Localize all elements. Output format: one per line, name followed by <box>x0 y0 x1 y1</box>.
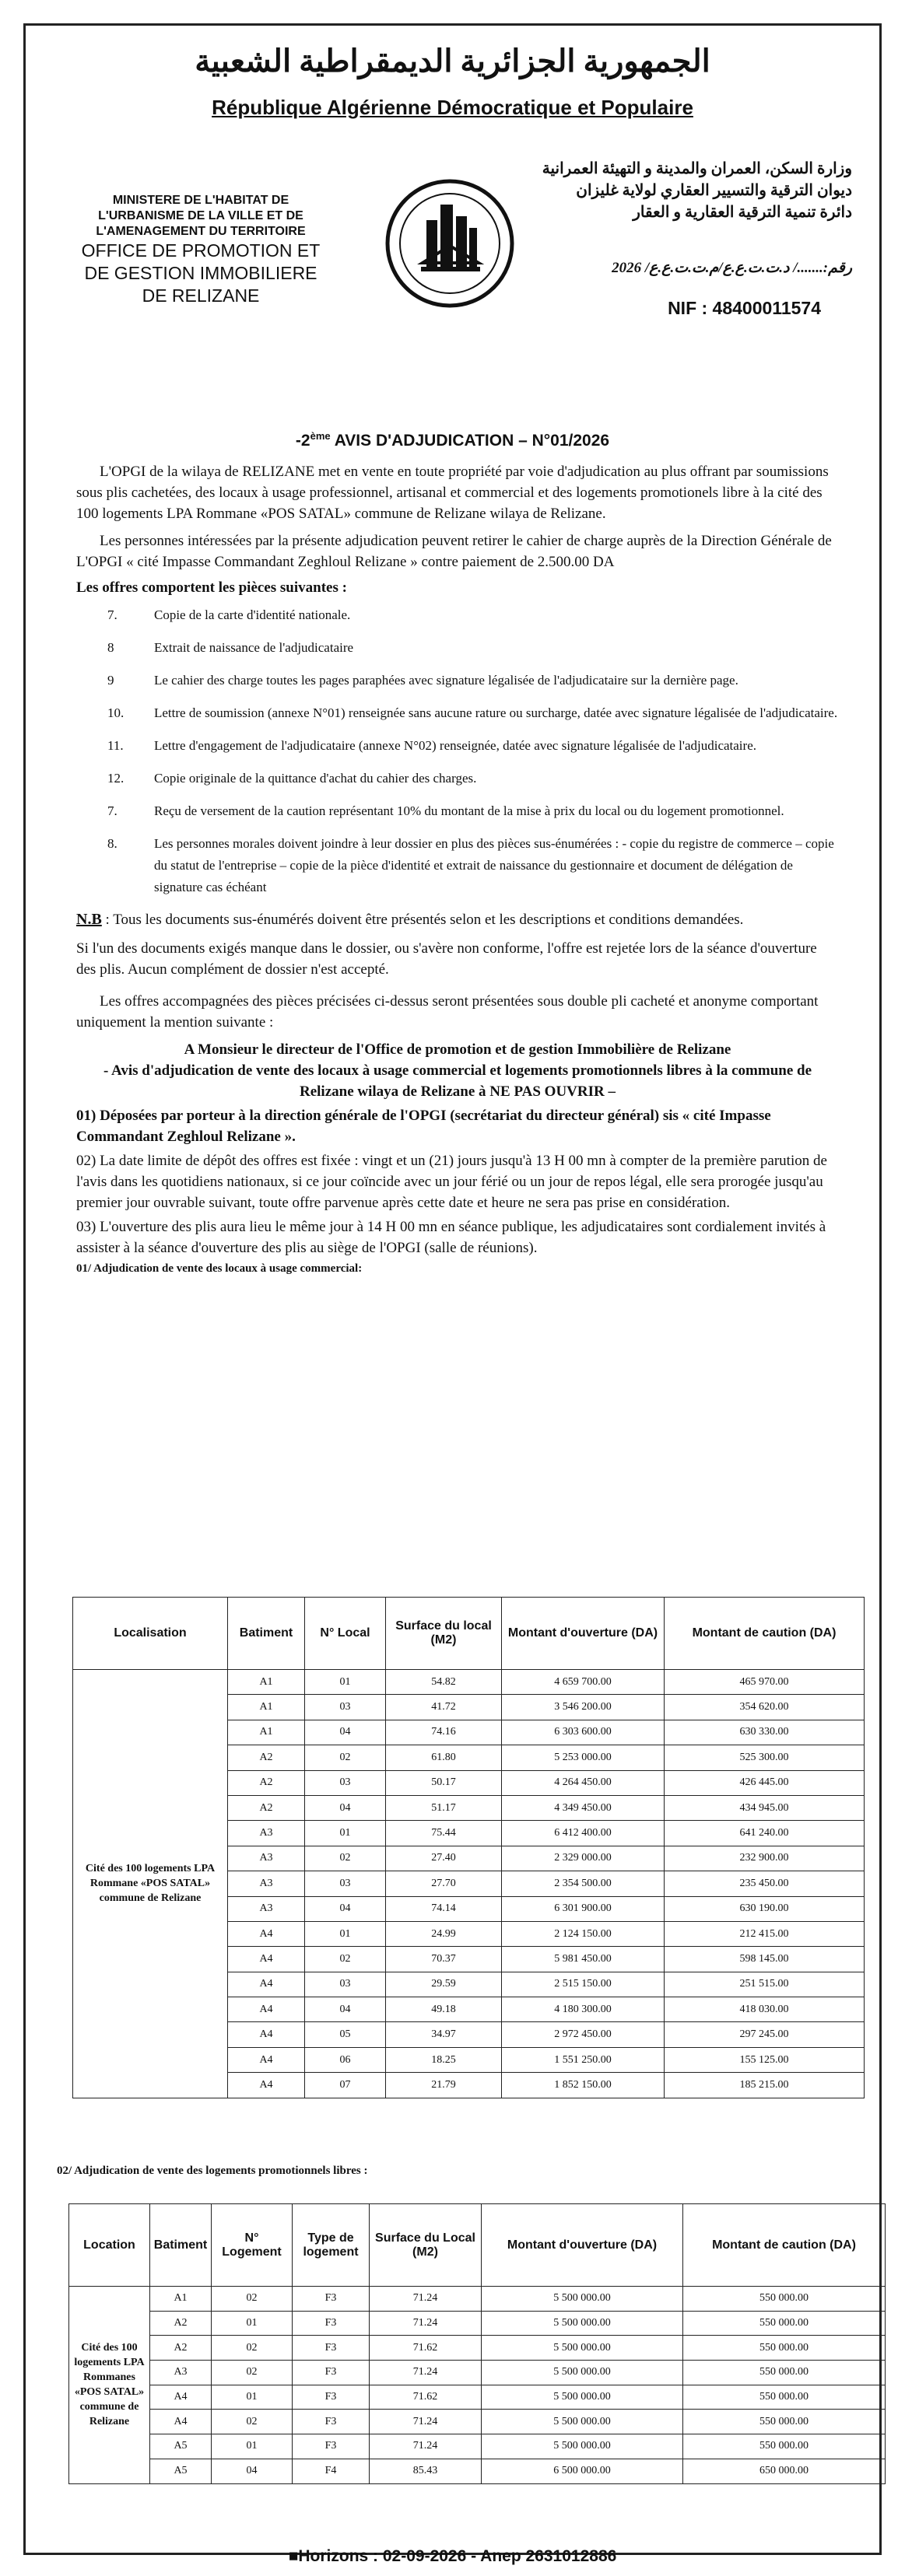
table-cell: 6 412 400.00 <box>502 1821 665 1846</box>
table-cell: 75.44 <box>386 1821 502 1846</box>
table-row <box>73 1670 865 1695</box>
table-cell: 2 515 150.00 <box>502 1972 665 1997</box>
col-header: Montant de caution (DA) <box>665 1598 865 1670</box>
table-cell: A2 <box>150 2311 212 2336</box>
ministry-block <box>61 193 341 307</box>
table-cell: A5 <box>150 2434 212 2459</box>
nb-paragraph-2: Si l'un des documents exigés manque dans le dossier, ou s'avère non conforme, l'offre est rejetée lors de la séance d'ouverture des plis. Aucun complément de dossier n'est accepté. <box>76 940 817 978</box>
table-cell: 550 000.00 <box>683 2311 886 2336</box>
table-cell: 550 000.00 <box>683 2385 886 2410</box>
table-cell: 550 000.00 <box>683 2410 886 2434</box>
table-cell: 550 000.00 <box>683 2361 886 2385</box>
condition-1: 01) Déposées par porteur à la direction générale de l'OPGI (secrétariat du directeur général) sis « cité Impasse Commandant Zeghloul Relizane ». <box>76 1108 771 1145</box>
table-cell: F4 <box>293 2459 370 2483</box>
table-cell: 71.62 <box>370 2385 482 2410</box>
office-line: DE RELIZANE <box>142 285 260 306</box>
table-cell: 155 125.00 <box>665 2047 865 2072</box>
col-header: Localisation <box>73 1598 228 1670</box>
table-cell: F3 <box>293 2311 370 2336</box>
table-cell: 05 <box>305 2022 386 2047</box>
list-item: 8. Les personnes morales doivent joindre à leur dossier en plus des pièces sus-énumérées : - copie du registre de commerce – copie du statut de l'entreprise – copie de la pièce d'identité et extrait de naissance du gestionnaire et document de délégation de signature cas échéant <box>107 836 834 894</box>
arabic-line: وزارة السكن، العمران والمدينة و التهيئة العمرانية <box>542 160 852 177</box>
table-cell: 5 500 000.00 <box>482 2361 683 2385</box>
list-item: 11. Lettre d'engagement de l'adjudicataire (annexe N°02) renseignée, datée avec signature légalisée de l'adjudicataire. <box>107 738 756 753</box>
title-prefix: -2 <box>295 432 310 450</box>
list-item: 7. Reçu de versement de la caution représentant 10% du montant de la mise à prix du local ou du logement promotionnel. <box>107 803 784 818</box>
table-cell: 4 180 300.00 <box>502 1997 665 2022</box>
table-cell: 426 445.00 <box>665 1770 865 1795</box>
table-cell: 04 <box>305 1720 386 1745</box>
table-cell: 185 215.00 <box>665 2073 865 2098</box>
table-cell: 630 330.00 <box>665 1720 865 1745</box>
table-cell: A1 <box>228 1720 305 1745</box>
location-cell: Cité des 100 logements LPA Rommane «POS SATAL» commune de Relizane <box>73 1670 228 2098</box>
table-cell: 24.99 <box>386 1921 502 1946</box>
table-cell: 2 972 450.00 <box>502 2022 665 2047</box>
condition-2: 02) La date limite de dépôt des offres est fixée : vingt et un (21) jours jusqu'à 13 H 00 mn à compter de la première parution de l'avis dans les quotidiens nationaux, si ce jour coïncide avec un jour férié ou un jour de repos légal, elle sera prorogée jusqu'au premier jour ouvrable suivant, toute offre parvenue après cette date et heure ne sera pas prise en considération. <box>76 1153 827 1211</box>
table-cell: 41.72 <box>386 1695 502 1720</box>
table-cell: 5 500 000.00 <box>482 2287 683 2312</box>
table-cell: A4 <box>228 1921 305 1946</box>
table-cell: A3 <box>228 1846 305 1871</box>
table-cell: A2 <box>228 1770 305 1795</box>
table-cell: 02 <box>212 2410 293 2434</box>
table-cell: 5 253 000.00 <box>502 1745 665 1770</box>
table-cell: 04 <box>305 1896 386 1921</box>
table-cell: 70.37 <box>386 1947 502 1972</box>
col-header: Type de logement <box>293 2204 370 2287</box>
reference-number: رقم:......./ د.ت.ت.ع.ع/م.ت.ت.ع.ع/ 2026 <box>612 260 852 276</box>
table-cell: 5 500 000.00 <box>482 2410 683 2434</box>
nb-paragraph <box>76 909 839 930</box>
table-cell: A3 <box>150 2361 212 2385</box>
table-cell: 61.80 <box>386 1745 502 1770</box>
table-cell: F3 <box>293 2361 370 2385</box>
table-row <box>69 2385 886 2410</box>
table-cell: A1 <box>228 1670 305 1695</box>
table-cell: 5 500 000.00 <box>482 2336 683 2361</box>
office-line: DE GESTION IMMOBILIERE <box>84 263 317 283</box>
table-cell: 07 <box>305 2073 386 2098</box>
table-cell: 71.24 <box>370 2410 482 2434</box>
table-row <box>69 2410 886 2434</box>
table-cell: A4 <box>150 2385 212 2410</box>
table-cell: 54.82 <box>386 1670 502 1695</box>
table-cell: 6 500 000.00 <box>482 2459 683 2483</box>
table-cell: 212 415.00 <box>665 1921 865 1946</box>
col-header: N° Logement <box>212 2204 293 2287</box>
arabic-line: دائرة تنمية الترقية العقارية و العقار <box>633 204 852 221</box>
section-2-heading: 02/ Adjudication de vente des logements promotionnels libres : <box>57 2165 368 2177</box>
table-cell: 34.97 <box>386 2022 502 2047</box>
table-cell: 02 <box>212 2361 293 2385</box>
list-item: 7. Copie de la carte d'identité nationale. <box>107 607 351 622</box>
table-cell: A1 <box>150 2287 212 2312</box>
table-cell: 51.17 <box>386 1795 502 1820</box>
arabic-republic-title: الجمهورية الجزائرية الديمقراطية الشعبية <box>195 44 710 79</box>
col-header: Surface du local (M2) <box>386 1598 502 1670</box>
table-cell: F3 <box>293 2287 370 2312</box>
table-cell: A2 <box>228 1795 305 1820</box>
table-body <box>73 1670 865 2098</box>
table-cell: 02 <box>305 1947 386 1972</box>
table-cell: 49.18 <box>386 1997 502 2022</box>
table-cell: 4 264 450.00 <box>502 1770 665 1795</box>
ministry-line: L'URBANISME DE LA VILLE ET DE <box>98 209 303 222</box>
table-cell: 01 <box>305 1921 386 1946</box>
publication-footer: ■Horizons : 02-09-2026 - Anep 2631012886 <box>288 2547 617 2565</box>
col-header: Montant d'ouverture (DA) <box>482 2204 683 2287</box>
housing-table <box>68 2203 886 2484</box>
table-cell: 01 <box>212 2434 293 2459</box>
table-cell: F3 <box>293 2434 370 2459</box>
table-cell: 03 <box>305 1972 386 1997</box>
table-cell: 251 515.00 <box>665 1972 865 1997</box>
table-row <box>69 2434 886 2459</box>
col-header: Batiment <box>150 2204 212 2287</box>
table-cell: 525 300.00 <box>665 1745 865 1770</box>
table-cell: 02 <box>212 2287 293 2312</box>
documents-list <box>76 604 839 898</box>
table-cell: A2 <box>228 1745 305 1770</box>
table-cell: 5 500 000.00 <box>482 2434 683 2459</box>
table-cell: F3 <box>293 2385 370 2410</box>
table-row <box>69 2459 886 2483</box>
table-cell: 550 000.00 <box>683 2434 886 2459</box>
table-cell: 550 000.00 <box>683 2287 886 2312</box>
opgi-logo-icon <box>384 177 516 310</box>
table-cell: 6 303 600.00 <box>502 1720 665 1745</box>
table-cell: 01 <box>212 2385 293 2410</box>
ministry-line: MINISTERE DE L'HABITAT DE <box>112 194 289 207</box>
title-sup: ème <box>310 430 331 442</box>
table-cell: A5 <box>150 2459 212 2483</box>
list-item: 12. Copie originale de la quittance d'achat du cahier des charges. <box>107 771 477 786</box>
address-subject: - Avis d'adjudication de vente des locaux à usage commercial et logements promotionnels libres à la commune de Relizane wilaya de Relizane à NE PAS OUVRIR – <box>103 1062 812 1100</box>
table-cell: A1 <box>228 1695 305 1720</box>
table-cell: 1 551 250.00 <box>502 2047 665 2072</box>
location-cell: Cité des 100 logements LPA Rommanes «POS SATAL» commune de Relizane <box>69 2287 150 2484</box>
table-cell: 03 <box>305 1770 386 1795</box>
table-row <box>69 2361 886 2385</box>
list-item: 10. Lettre de soumission (annexe N°01) renseignée sans aucune rature ou surcharge, datée avec signature légalisée de l'adjudicataire. <box>107 705 838 720</box>
table-cell: 71.62 <box>370 2336 482 2361</box>
table-cell: A4 <box>228 2022 305 2047</box>
table-cell: A4 <box>228 1972 305 1997</box>
table-cell: 74.14 <box>386 1896 502 1921</box>
table-cell: 04 <box>212 2459 293 2483</box>
table-cell: 85.43 <box>370 2459 482 2483</box>
retrieval-paragraph: Les personnes intéressées par la présente adjudication peuvent retirer le cahier de charge auprès de la Direction Générale de L'OPGI « cité Impasse Commandant Zeghloul Relizane » contre paiement de 2.500.00 DA <box>76 533 832 570</box>
list-item: 8 Extrait de naissance de l'adjudicataire <box>107 640 354 655</box>
condition-3: 03) L'ouverture des plis aura lieu le même jour à 14 H 00 mn en séance publique, les adjudicataires sont cordialement invités à assister à la séance d'ouverture des plis au siège de l'OPGI (salle de réunions). <box>76 1219 826 1256</box>
table-cell: A4 <box>228 1947 305 1972</box>
documents-heading: Les offres comportent les pièces suivantes : <box>76 579 347 596</box>
table-cell: F3 <box>293 2336 370 2361</box>
nb-label: N.B <box>76 911 102 928</box>
table-row <box>69 2311 886 2336</box>
table-cell: 2 124 150.00 <box>502 1921 665 1946</box>
french-republic-title: République Algérienne Démocratique et Populaire <box>212 96 693 119</box>
commercial-locals-table <box>72 1597 865 2098</box>
table-cell: A4 <box>228 1997 305 2022</box>
col-header: Montant de caution (DA) <box>683 2204 886 2287</box>
table-cell: 641 240.00 <box>665 1821 865 1846</box>
table-cell: 2 329 000.00 <box>502 1846 665 1871</box>
col-header: Surface du Local (M2) <box>370 2204 482 2287</box>
table-cell: 71.24 <box>370 2287 482 2312</box>
intro-paragraph: L'OPGI de la wilaya de RELIZANE met en vente en toute propriété par voie d'adjudication au plus offrant par soumissions sous plis cachetées, des locaux à usage professionnel, artisanal et commercial et des logements promotionels libre à la cité des 100 logements LPA Rommane «POS SATAL» commune de Relizane wilaya de Relizane. <box>76 464 829 522</box>
table-cell: A2 <box>150 2336 212 2361</box>
col-header: Location <box>69 2204 150 2287</box>
table-cell: 06 <box>305 2047 386 2072</box>
table-body <box>69 2287 886 2484</box>
table-cell: 71.24 <box>370 2434 482 2459</box>
table-cell: 27.40 <box>386 1846 502 1871</box>
table-cell: 27.70 <box>386 1871 502 1896</box>
col-header: Batiment <box>228 1598 305 1670</box>
table-row <box>69 2336 886 2361</box>
table-cell: 232 900.00 <box>665 1846 865 1871</box>
section-1-heading: 01/ Adjudication de vente des locaux à usage commercial: <box>76 1262 363 1275</box>
table-cell: 6 301 900.00 <box>502 1896 665 1921</box>
table-cell: 02 <box>212 2336 293 2361</box>
table-cell: A3 <box>228 1871 305 1896</box>
title-rest: AVIS D'ADJUDICATION – N°01/2026 <box>330 432 610 450</box>
list-item: 9 Le cahier des charge toutes les pages paraphées avec signature légalisée de l'adjudicataire sur la dernière page. <box>107 673 738 688</box>
table-cell: 03 <box>305 1695 386 1720</box>
notice-title <box>26 430 879 450</box>
notice-frame <box>23 23 882 2555</box>
table-cell: 71.24 <box>370 2311 482 2336</box>
table-cell: 04 <box>305 1795 386 1820</box>
table-cell: 74.16 <box>386 1720 502 1745</box>
table-cell: 354 620.00 <box>665 1695 865 1720</box>
table-cell: 4 659 700.00 <box>502 1670 665 1695</box>
office-line: OFFICE DE PROMOTION ET <box>81 240 321 261</box>
table-cell: 434 945.00 <box>665 1795 865 1820</box>
address-line: A Monsieur le directeur de l'Office de promotion et de gestion Immobilière de Relizane <box>184 1041 731 1058</box>
table-cell: 2 354 500.00 <box>502 1871 665 1896</box>
table-cell: 18.25 <box>386 2047 502 2072</box>
table-row <box>69 2287 886 2312</box>
table-cell: 01 <box>305 1821 386 1846</box>
table-cell: 598 145.00 <box>665 1947 865 1972</box>
table-cell: 01 <box>212 2311 293 2336</box>
table-cell: A4 <box>228 2047 305 2072</box>
nif-number: NIF : 48400011574 <box>668 298 821 318</box>
table-cell: 01 <box>305 1670 386 1695</box>
table-cell: 50.17 <box>386 1770 502 1795</box>
ministry-line: L'AMENAGEMENT DU TERRITOIRE <box>96 225 306 238</box>
table-cell: 550 000.00 <box>683 2336 886 2361</box>
table-cell: 03 <box>305 1871 386 1896</box>
table-cell: 29.59 <box>386 1972 502 1997</box>
arabic-office-block <box>517 158 852 223</box>
table-cell: 297 245.00 <box>665 2022 865 2047</box>
table-cell: A3 <box>228 1896 305 1921</box>
col-header: N° Local <box>305 1598 386 1670</box>
table-cell: 630 190.00 <box>665 1896 865 1921</box>
table-cell: F3 <box>293 2410 370 2434</box>
table-cell: 5 981 450.00 <box>502 1947 665 1972</box>
nb-text: : Tous les documents sus-énumérés doivent être présentés selon et les descriptions et conditions demandées. <box>101 912 744 928</box>
table-cell: 418 030.00 <box>665 1997 865 2022</box>
table-cell: 1 852 150.00 <box>502 2073 665 2098</box>
table-cell: 02 <box>305 1846 386 1871</box>
table-cell: A3 <box>228 1821 305 1846</box>
table-cell: 235 450.00 <box>665 1871 865 1896</box>
table-cell: 21.79 <box>386 2073 502 2098</box>
notice-body <box>76 461 839 1279</box>
envelope-paragraph: Les offres accompagnées des pièces précisées ci-dessus seront présentées sous double pli cacheté et anonyme comportant uniquement la mention suivante : <box>76 993 819 1031</box>
table-cell: 5 500 000.00 <box>482 2385 683 2410</box>
table-cell: 04 <box>305 1997 386 2022</box>
table-cell: 02 <box>305 1745 386 1770</box>
table-cell: 71.24 <box>370 2361 482 2385</box>
table-cell: 3 546 200.00 <box>502 1695 665 1720</box>
table-cell: 4 349 450.00 <box>502 1795 665 1820</box>
arabic-line: ديوان الترقية والتسيير العقاري لولاية غليزان <box>576 182 852 199</box>
table-cell: 465 970.00 <box>665 1670 865 1695</box>
table-cell: A4 <box>228 2073 305 2098</box>
table-cell: 650 000.00 <box>683 2459 886 2483</box>
table-cell: 5 500 000.00 <box>482 2311 683 2336</box>
table-cell: A4 <box>150 2410 212 2434</box>
col-header: Montant d'ouverture (DA) <box>502 1598 665 1670</box>
